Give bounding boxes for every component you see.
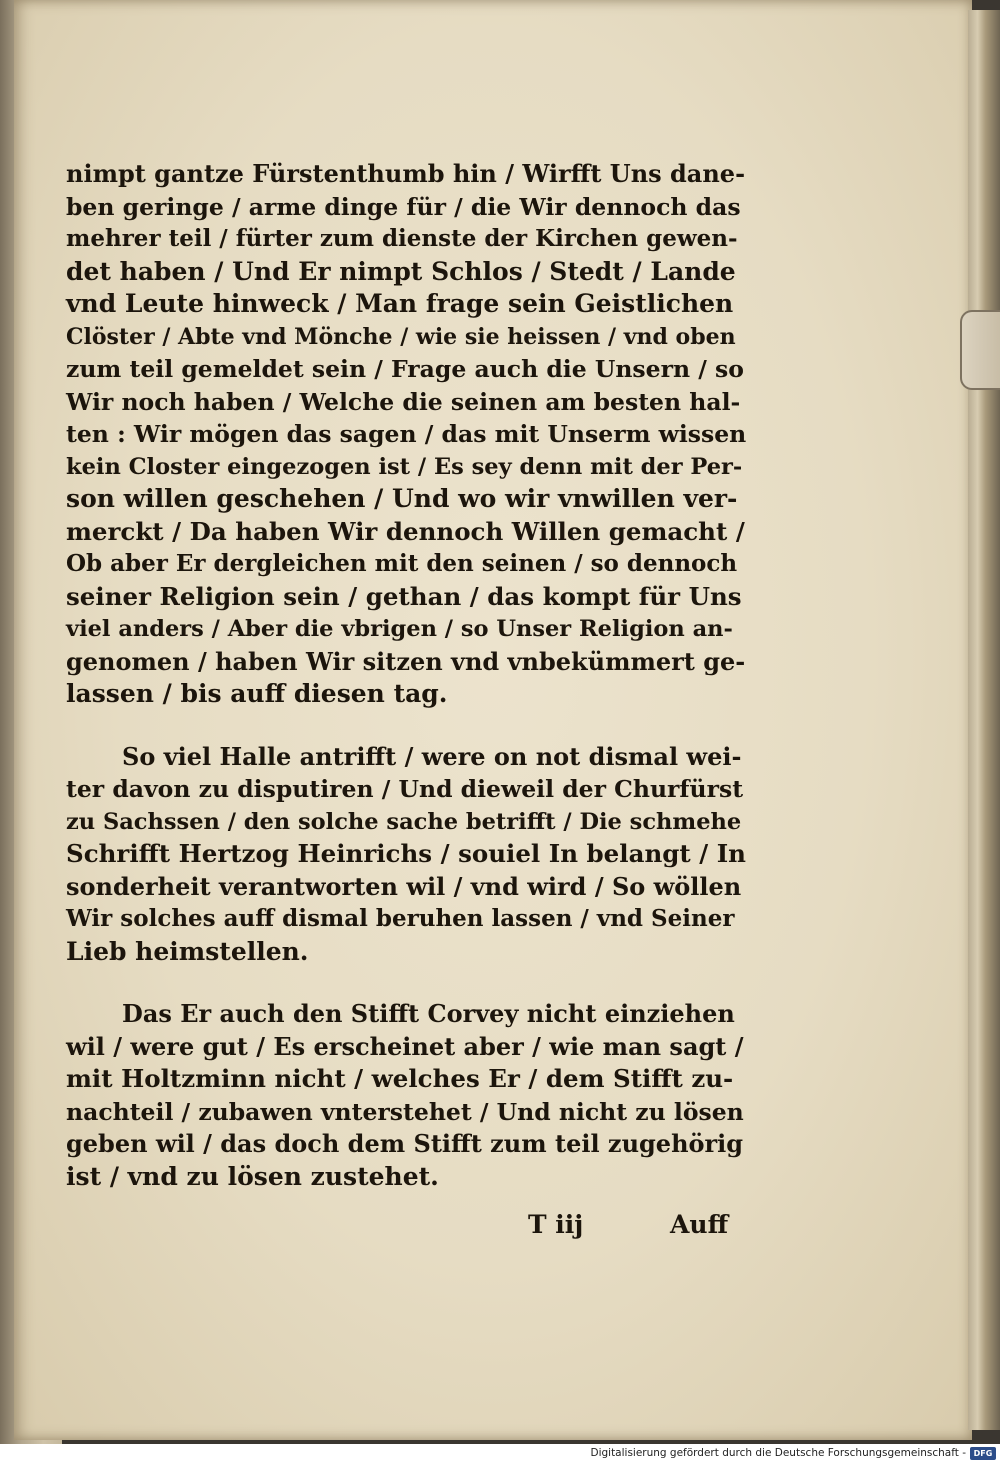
text-line: genomen / haben Wir sitzen vnd vnbekümmert ge- bbox=[66, 646, 746, 676]
text-line: son willen geschehen / Und wo wir vnwillen ver- bbox=[66, 484, 738, 513]
signature-mark: T iij bbox=[528, 1210, 584, 1239]
text-line: nimpt gantze Fürstenthumb hin / Wirfft Uns dane- bbox=[66, 159, 746, 188]
page-tab-marker bbox=[960, 310, 1000, 390]
text-line: Lieb heimstellen. bbox=[66, 936, 309, 966]
catchword: Auff bbox=[670, 1210, 729, 1239]
digitization-footer bbox=[0, 1444, 1000, 1464]
page-text-block bbox=[66, 158, 746, 1193]
text-line: Ob aber Er dergleichen mit den seinen / so dennoch bbox=[66, 550, 738, 577]
text-line: sonderheit verantworten wil / vnd wird / So wöllen bbox=[66, 871, 742, 901]
text-line: zum teil gemeldet sein / Frage auch die Unsern / so bbox=[66, 355, 744, 383]
text-line: ist / vnd zu lösen zustehet. bbox=[66, 1161, 439, 1191]
page-foot bbox=[66, 1210, 746, 1250]
text-line: Schrifft Hertzog Heinrichs / souiel In belangt / In bbox=[66, 839, 746, 868]
paragraph-1 bbox=[66, 158, 746, 711]
text-line: seiner Religion sein / gethan / das kompt für Uns bbox=[66, 581, 742, 611]
text-line: viel anders / Aber die vbrigen / so Unser Religion an- bbox=[66, 616, 733, 642]
text-line: mehrer teil / fürter zum dienste der Kirchen gewen- bbox=[66, 225, 738, 252]
text-line: So viel Halle antrifft / were on not dismal wei- bbox=[122, 741, 742, 771]
text-line: ten : Wir mögen das sagen / das mit Unserm wissen bbox=[66, 420, 747, 448]
text-line: geben wil / das doch dem Stifft zum teil zugehörig bbox=[66, 1129, 744, 1158]
dfg-logo-icon: DFG bbox=[970, 1447, 996, 1460]
text-line: merckt / Da haben Wir dennoch Willen gemacht / bbox=[66, 516, 745, 546]
text-line: wil / were gut / Es erscheinet aber / wie man sagt / bbox=[66, 1031, 744, 1061]
page-stack-edge bbox=[968, 10, 1000, 1430]
text-line: Wir solches auff dismal beruhen lassen / vnd Seiner bbox=[66, 905, 735, 932]
funding-credit: Digitalisierung gefördert durch die Deutsche Forschungsgemeinschaft - bbox=[590, 1447, 966, 1459]
text-line: Wir noch haben / Welche die seinen am besten hal- bbox=[66, 387, 741, 416]
paragraph-2 bbox=[66, 741, 746, 969]
text-line: vnd Leute hinweck / Man frage sein Geistlichen bbox=[66, 289, 734, 318]
text-line: zu Sachssen / den solche sache betrifft / Die schmehe bbox=[66, 808, 742, 835]
text-line: lassen / bis auff diesen tag. bbox=[66, 679, 448, 708]
text-line: Clöster / Abte vnd Mönche / wie sie heissen / vnd oben bbox=[66, 323, 736, 350]
text-line: nachteil / zubawen vnterstehet / Und nicht zu lösen bbox=[66, 1097, 744, 1126]
text-line: ben geringe / arme dinge für / die Wir dennoch das bbox=[66, 192, 741, 221]
text-line: kein Closter eingezogen ist / Es sey denn mit der Per- bbox=[66, 453, 743, 480]
text-line: det haben / Und Er nimpt Schlos / Stedt / Lande bbox=[66, 256, 736, 286]
text-line: ter davon zu disputiren / Und dieweil der Churfürst bbox=[66, 775, 744, 803]
paragraph-3 bbox=[66, 998, 746, 1193]
text-line: Das Er auch den Stifft Corvey nicht einziehen bbox=[122, 999, 735, 1028]
text-line: mit Holtzminn nicht / welches Er / dem Stifft zu- bbox=[66, 1064, 734, 1093]
